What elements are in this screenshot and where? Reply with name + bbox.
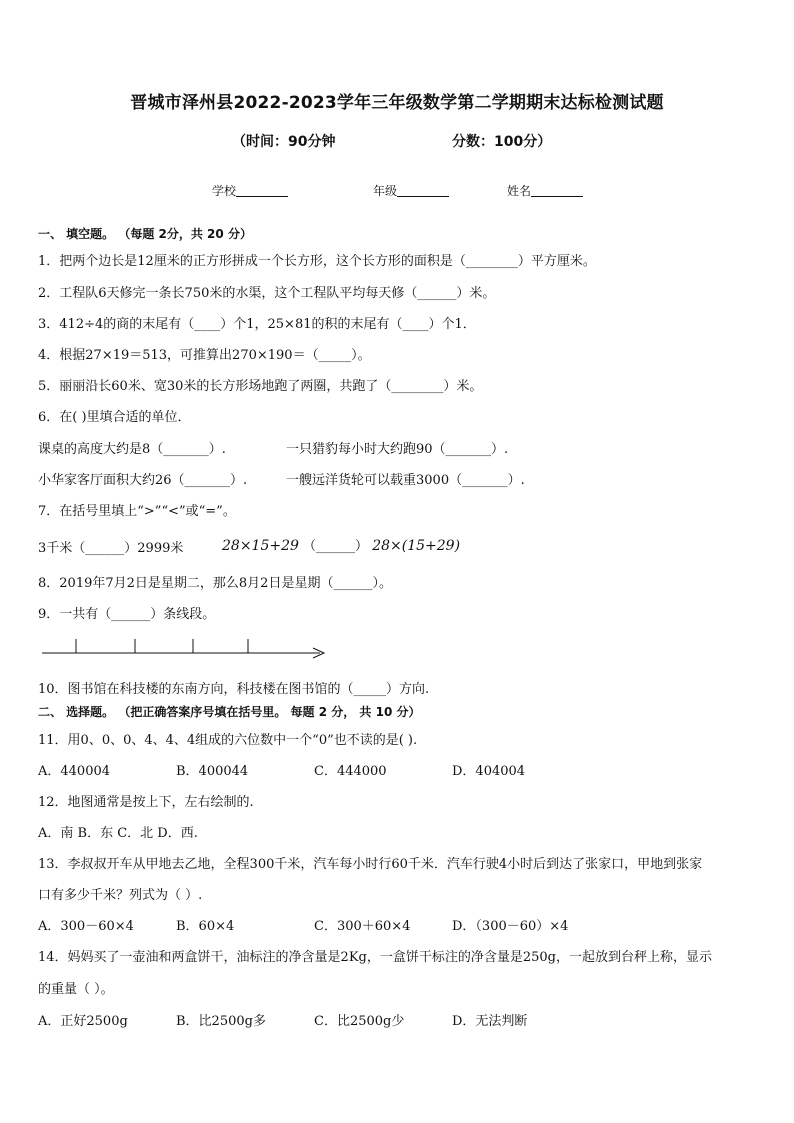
time-limit: （时间：90分钟 — [232, 134, 336, 150]
section-choice-heading: 二、 选择题。 （把正确答案序号填在括号里。 每题 2 分， 共 10 分） — [38, 705, 421, 719]
question-14-line2: 的重量（ ）。 — [38, 982, 114, 997]
option-11b[interactable]: B．400044 — [176, 764, 249, 779]
name-field — [507, 182, 583, 199]
option-14d[interactable]: D．无法判断 — [452, 1014, 528, 1029]
question-6c: 小华家客厅面积大约26（_______）. — [38, 473, 248, 488]
question-8: 8．2019年7月2日是星期二，那么8月2日是星期（______）。 — [38, 576, 392, 591]
option-11c[interactable]: C．444000 — [314, 764, 387, 779]
expression-right: 28×(15+29) — [372, 538, 461, 554]
page-title: 晋城市泽州县2022-2023学年三年级数学第二学期期末达标检测试题 — [130, 93, 664, 113]
line-segment-figure — [40, 636, 330, 662]
question-4: 4．根据27×19＝513，可推算出270×190＝（_____）。 — [38, 348, 371, 363]
question-5: 5．丽丽沿长60米、宽30米的长方形场地跑了两圈，共跑了（________）米。 — [38, 379, 483, 394]
option-13c[interactable]: C．300＋60×4 — [314, 919, 411, 934]
options-12[interactable]: A．南 B．东 C．北 D．西. — [38, 826, 198, 841]
question-10: 10．图书馆在科技楼的东南方向，科技楼在图书馆的（_____）方向. — [38, 682, 430, 697]
option-14b[interactable]: B．比2500g多 — [176, 1014, 266, 1029]
question-7a: 3千米（______）2999米 — [38, 541, 184, 556]
question-7b — [222, 535, 460, 554]
grade-label: 年级 — [373, 184, 398, 198]
question-11: 11．用0、0、0、4、4、4组成的六位数中一个“0”也不读的是( ). — [38, 733, 418, 748]
option-13d[interactable]: D．（300－60）×4 — [452, 919, 569, 934]
question-3: 3．412÷4的商的末尾有（____）个1，25×81的积的末尾有（____）个1． — [38, 317, 476, 332]
question-9: 9．一共有（______）条线段。 — [38, 607, 216, 622]
question-2: 2．工程队6天修完一条长750米的水渠，这个工程队平均每天修（______）米。 — [38, 286, 496, 301]
grade-blank[interactable] — [397, 184, 449, 197]
question-6b: 一只猎豹每小时大约跑90（_______）. — [286, 442, 509, 457]
option-14a[interactable]: A．正好2500g — [38, 1014, 128, 1029]
grade-field — [373, 182, 449, 199]
option-14c[interactable]: C．比2500g少 — [314, 1014, 405, 1029]
school-field — [212, 182, 288, 199]
option-13a[interactable]: A．300－60×4 — [38, 919, 134, 934]
question-12: 12．地图通常是按上下，左右绘制的. — [38, 795, 254, 810]
question-1: 1．把两个边长是12厘米的正方形拼成一个长方形，这个长方形的面积是（________）平方厘米。 — [38, 254, 596, 269]
option-13b[interactable]: B．60×4 — [176, 919, 235, 934]
option-11d[interactable]: D．404004 — [452, 764, 526, 779]
name-label: 姓名 — [507, 184, 532, 198]
question-6d: 一艘远洋货轮可以载重3000（_______）. — [286, 473, 525, 488]
expression-left: 28×15+29 — [222, 538, 299, 554]
question-6: 6．在( )里填合适的单位． — [38, 410, 191, 425]
option-11a[interactable]: A．440004 — [38, 764, 111, 779]
section-fill-heading: 一、 填空题。 （每题 2分，共 20 分） — [38, 227, 252, 241]
compare-blank: （______） — [303, 539, 369, 554]
total-score: 分数：100分） — [452, 134, 552, 150]
name-blank[interactable] — [531, 184, 583, 197]
question-13-line1: 13．李叔叔开车从甲地去乙地，全程300千米，汽车每小时行60千米．汽车行驶4小时后到达了张家口，甲地到张家 — [38, 857, 703, 872]
question-14-line1: 14．妈妈买了一壶油和两盒饼干，油标注的净含量是2Kg，一盒饼干标注的净含量是250g，一起放到台秤上称，显示 — [38, 950, 712, 965]
question-13-line2: 口有多少千米？列式为（ ）. — [38, 888, 203, 903]
school-label: 学校 — [212, 184, 237, 198]
school-blank[interactable] — [236, 184, 288, 197]
question-7: 7．在括号里填上“>”“<”或“=”。 — [38, 504, 236, 519]
question-6a: 课桌的高度大约是8（_______）. — [38, 442, 226, 457]
